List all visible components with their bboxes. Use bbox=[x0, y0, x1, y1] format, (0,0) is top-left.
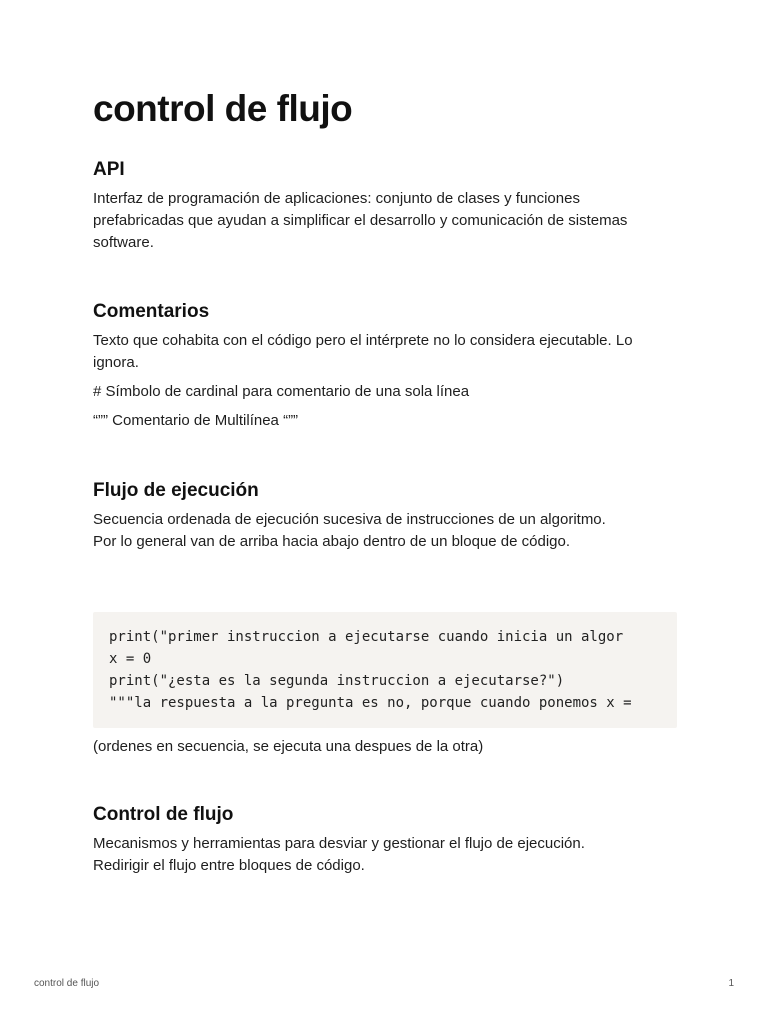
section-paragraph-comentarios-2: # Símbolo de cardinal para comentario de una sola línea bbox=[93, 383, 470, 400]
section-paragraph-comentarios-3: “”” Comentario de Multilínea “”” bbox=[93, 412, 299, 429]
page-title: control de flujo bbox=[93, 88, 353, 129]
section-api bbox=[93, 158, 653, 261]
section-control-flujo bbox=[93, 803, 653, 884]
code-line-2: x = 0 bbox=[109, 651, 152, 667]
code-block bbox=[93, 612, 677, 728]
footer-page-number: 1 bbox=[728, 978, 734, 989]
section-paragraph-comentarios-1: Texto que cohabita con el código pero el intérprete no lo considera ejecutable. Lo ignora. bbox=[93, 332, 633, 371]
code-line-3: print("¿esta es la segunda instruccion a ejecutarse?") bbox=[109, 673, 565, 689]
section-heading-control-flujo: Control de flujo bbox=[93, 804, 234, 825]
section-paragraph-api-1: Interfaz de programación de aplicaciones: conjunto de clases y funciones prefabricadas que ayudan a simplificar el desarrollo y comunicación de sistemas software. bbox=[93, 190, 628, 251]
section-paragraph-flujo-ejecucion-2: Por lo general van de arriba hacia abajo dentro de un bloque de código. bbox=[93, 533, 571, 550]
section-heading-comentarios: Comentarios bbox=[93, 301, 210, 322]
section-comentarios bbox=[93, 300, 653, 439]
code-line-4: """la respuesta a la pregunta es no, porque cuando ponemos x = bbox=[109, 695, 632, 711]
code-line-1: print("primer instruccion a ejecutarse cuando inicia un algor bbox=[109, 629, 624, 645]
section-paragraph-control-flujo-2: Redirigir el flujo entre bloques de código. bbox=[93, 857, 365, 874]
footer-document-title: control de flujo bbox=[34, 978, 100, 989]
section-heading-api: API bbox=[93, 159, 125, 180]
code-caption: (ordenes en secuencia, se ejecuta una despues de la otra) bbox=[93, 738, 484, 755]
section-paragraph-flujo-ejecucion-1: Secuencia ordenada de ejecución sucesiva de instrucciones de un algoritmo. bbox=[93, 511, 606, 528]
section-paragraph-control-flujo-1: Mecanismos y herramientas para desviar y gestionar el flujo de ejecución. bbox=[93, 835, 585, 852]
section-flujo-ejecucion bbox=[93, 479, 653, 560]
section-heading-flujo-ejecucion: Flujo de ejecución bbox=[93, 480, 259, 501]
